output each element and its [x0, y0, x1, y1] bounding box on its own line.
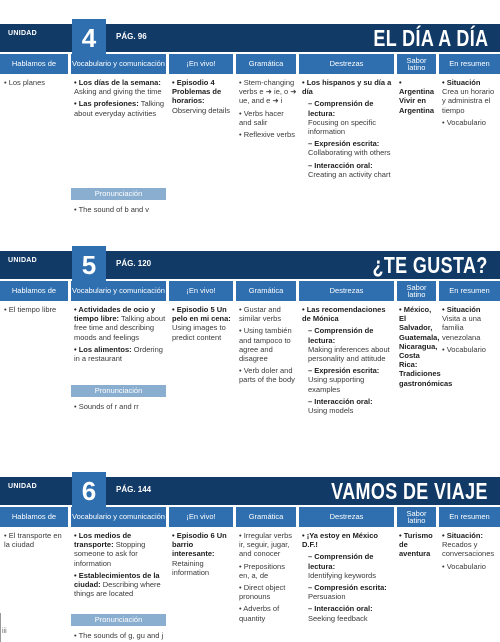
gramatica-item: • Prepositions en, a, de	[239, 561, 285, 580]
destrezas-item-text: Using supporting examples	[308, 375, 365, 394]
destrezas-item-text: Creating an activity chart	[308, 169, 391, 179]
gramatica-item: • Adverbs of quantity	[239, 604, 280, 623]
vocab-item-title: • Establecimientos de la ciudad:	[74, 570, 160, 590]
header-sabor-label: Sabor latino	[406, 508, 427, 525]
destrezas-item-title: • Los hispanos y su día a día	[302, 78, 392, 97]
destrezas-cell	[302, 531, 394, 626]
header-vocab-label: Vocabulario y comunicación	[72, 286, 165, 296]
gramatica-item: • Stem-changing verbs e ➜ ie, o ➜ ue, and e ➜ i	[239, 78, 297, 106]
vocab-item-text: Asking and giving the time	[74, 87, 162, 97]
destrezas-item-text: Focusing on specific information	[308, 117, 376, 137]
resumen-item-title: • Situación	[442, 305, 481, 314]
vocab-cell	[74, 531, 166, 601]
unit-number: 4	[72, 19, 106, 58]
unit-page: PÁG. 96	[116, 32, 147, 41]
unit-number: 5	[72, 246, 106, 285]
pronunciation-text: • The sound of b and v	[74, 205, 150, 214]
envivo-episode: • Episodio 6 Un barrio interesante:	[172, 531, 227, 559]
header-gramatica-label: Gramática	[248, 286, 284, 296]
destrezas-item	[302, 397, 394, 415]
pronunciation-header: Pronunciación	[71, 385, 166, 397]
header-vocab-label: Vocabulario y comunicación	[72, 512, 165, 522]
hablamos-cell: • El tiempo libre	[4, 305, 57, 314]
header-destrezas	[299, 507, 394, 527]
envivo-text: Using images to predict content	[172, 323, 226, 342]
header-gramatica	[236, 54, 296, 74]
resumen-item-text: Recados y conversaciones	[442, 540, 495, 559]
sabor-cell: • Argentina Vivir en Argentina	[399, 78, 435, 115]
gramatica-item: • Verb doler and parts of the body	[239, 366, 295, 385]
destrezas-item	[302, 99, 394, 136]
header-hablamos	[0, 281, 68, 301]
vocab-item-title: • Actividades de ocio y tiempo libre:	[74, 305, 156, 324]
resumen-item	[442, 562, 498, 571]
header-resumen-label: En resumen	[449, 59, 490, 69]
vocab-cell	[74, 78, 166, 121]
unit-title: VAMOS DE VIAJE	[331, 478, 488, 504]
destrezas-item-title: – Comprensión de lectura:	[308, 99, 374, 118]
resumen-cell	[442, 78, 498, 130]
destrezas-item-title: – Interacción oral:	[308, 160, 373, 170]
resumen-item-text: Crea un horario y administra el tiempo	[442, 87, 495, 115]
vocab-item-title: • Los días de la semana:	[74, 78, 161, 87]
destrezas-item-text: Identifying keywords	[308, 570, 376, 580]
header-destrezas	[299, 281, 394, 301]
header-envivo-label: ¡En vivo!	[186, 286, 216, 296]
hablamos-cell: • Los planes	[4, 78, 45, 87]
vocab-item-title: • Los medios de transporte:	[74, 531, 132, 550]
header-hablamos-label: Hablamos de	[11, 59, 57, 69]
column-headers	[0, 281, 500, 301]
header-vocab	[71, 281, 166, 301]
vocab-item-title: • Las profesiones:	[74, 99, 139, 109]
unit-number: 6	[72, 472, 106, 511]
vocab-item-text: Ordering in a restaurant	[74, 344, 163, 364]
destrezas-item-title: – Interacción oral:	[308, 396, 373, 406]
resumen-item-text: • Vocabulario	[442, 344, 486, 354]
unit-label: UNIDAD	[8, 257, 38, 264]
unit-header-bar	[0, 477, 500, 505]
header-envivo	[169, 54, 233, 74]
destrezas-item-title: – Compresión escrita:	[308, 583, 387, 593]
page-number: iii	[2, 628, 7, 635]
header-resumen	[439, 281, 500, 301]
destrezas-cell	[302, 78, 394, 182]
gramatica-cell	[239, 78, 297, 142]
unit-label: UNIDAD	[8, 30, 38, 37]
header-hablamos	[0, 507, 68, 527]
gramatica-item: • Gustar and similar verbs	[239, 305, 282, 324]
resumen-item-title: • Situación	[442, 78, 481, 87]
header-gramatica	[236, 507, 296, 527]
header-vocab	[71, 54, 166, 74]
envivo-text: Retaining information	[172, 558, 210, 577]
header-vocab	[71, 507, 166, 527]
unit-page: PÁG. 144	[116, 485, 152, 494]
header-destrezas-label: Destrezas	[329, 512, 364, 522]
pronunciation-text: • The sounds of g, gu and j	[74, 631, 164, 640]
header-hablamos-label: Hablamos de	[11, 286, 57, 296]
destrezas-item-text: Collaborating with others	[308, 148, 391, 158]
header-sabor-label: Sabor latino	[406, 282, 427, 299]
destrezas-item-title: – Comprensión de lectura:	[308, 326, 374, 345]
header-envivo	[169, 507, 233, 527]
sabor-cell: • Turismo de aventura	[399, 531, 433, 559]
envivo-cell	[172, 305, 234, 342]
column-headers	[0, 507, 500, 527]
destrezas-item-text: Seeking feedback	[308, 613, 368, 623]
vocab-item-title: • Los alimentos:	[74, 344, 132, 354]
header-resumen-label: En resumen	[449, 286, 490, 296]
header-envivo-label: ¡En vivo!	[186, 512, 216, 522]
vocab-item-text: Stopping someone to ask for information	[74, 540, 146, 568]
header-gramatica	[236, 281, 296, 301]
destrezas-item	[302, 552, 394, 580]
vocab-item	[74, 305, 166, 342]
resumen-item	[442, 345, 498, 354]
pronunciation-header: Pronunciación	[71, 614, 166, 626]
destrezas-item	[302, 326, 394, 363]
pronunciation-header: Pronunciación	[71, 188, 166, 200]
resumen-item	[442, 78, 498, 115]
unit-header-bar	[0, 251, 500, 279]
destrezas-item	[302, 305, 394, 323]
gramatica-cell	[239, 531, 297, 626]
resumen-item	[442, 305, 498, 342]
header-sabor	[397, 507, 436, 527]
unit-page: PÁG. 120	[116, 259, 152, 268]
vocab-item	[74, 571, 166, 599]
destrezas-item	[302, 604, 394, 622]
destrezas-item	[302, 78, 394, 96]
pronunciation-text: • Sounds of r and rr	[74, 402, 139, 411]
header-envivo-label: ¡En vivo!	[186, 59, 216, 69]
resumen-item	[442, 531, 498, 559]
vocab-cell	[74, 305, 166, 366]
sabor-cell: • México, El Salvador, Guatemala, Nicaragua, Costa Rica: Tradiciones gastronómicas	[399, 305, 453, 388]
header-envivo	[169, 281, 233, 301]
gramatica-item: • Using también and tampoco to agree and disagree	[239, 326, 292, 364]
header-sabor	[397, 54, 436, 74]
header-gramatica-label: Gramática	[248, 59, 284, 69]
header-vocab-label: Vocabulario y comunicación	[72, 59, 165, 69]
resumen-item-text: Visita a una familia venezolana	[442, 314, 482, 342]
gramatica-item: • Irregular verbs ir, seguir, jugar, and conocer	[239, 531, 293, 559]
unit-title: EL DÍA A DÍA	[373, 25, 488, 51]
header-destrezas	[299, 54, 394, 74]
vocab-item	[74, 99, 166, 117]
destrezas-item-title: – Comprensión de lectura:	[308, 552, 374, 571]
envivo-episode: • Episodio 5 Un pelo en mi cena:	[172, 305, 231, 324]
destrezas-item-title: • Las recomendaciones de Mónica	[302, 305, 386, 324]
destrezas-item-text: Using models	[308, 406, 354, 416]
header-resumen	[439, 507, 500, 527]
resumen-cell	[442, 531, 498, 574]
destrezas-item	[302, 366, 394, 394]
resumen-item	[442, 118, 498, 127]
destrezas-item-title: – Expresión escrita:	[308, 366, 380, 376]
resumen-item-text: • Vocabulario	[442, 561, 486, 571]
destrezas-item-title: – Expresión escrita:	[308, 139, 380, 149]
destrezas-item	[302, 583, 394, 601]
destrezas-item	[302, 139, 394, 157]
resumen-cell	[442, 305, 498, 357]
header-hablamos	[0, 54, 68, 74]
margin-rule	[0, 613, 1, 642]
unit-title: ¿TE GUSTA?	[372, 252, 488, 278]
header-sabor-label: Sabor latino	[406, 55, 427, 72]
destrezas-item	[302, 531, 394, 549]
header-hablamos-label: Hablamos de	[11, 512, 57, 522]
header-sabor	[397, 281, 436, 301]
envivo-text: Observing details	[172, 105, 230, 115]
vocab-item-text: Talking about free time and describing moods and feelings	[74, 314, 166, 342]
destrezas-item-title: • ¡Ya estoy en México D.F.!	[302, 531, 378, 550]
gramatica-item: • Direct object pronouns	[239, 583, 286, 602]
header-gramatica-label: Gramática	[248, 512, 284, 522]
hablamos-cell: • El transporte en la ciudad	[4, 531, 62, 550]
unit-label: UNIDAD	[8, 483, 38, 490]
envivo-cell	[172, 78, 234, 115]
destrezas-item-title: – Interacción oral:	[308, 604, 373, 614]
gramatica-item: • Verbs hacer and salir	[239, 108, 284, 127]
vocab-item	[74, 345, 166, 363]
envivo-episode: • Episodio 4 Problemas de horarios:	[172, 78, 222, 106]
header-resumen-label: En resumen	[449, 512, 490, 522]
unit-header-bar	[0, 24, 500, 52]
resumen-item-title: • Situación:	[442, 531, 483, 540]
destrezas-item-text: Making inferences about personality and attitude	[308, 344, 390, 364]
vocab-item	[74, 78, 166, 96]
vocab-item	[74, 531, 166, 568]
destrezas-item-text: Persuasion	[308, 592, 346, 602]
destrezas-cell	[302, 305, 394, 418]
resumen-item-text: • Vocabulario	[442, 117, 486, 127]
header-destrezas-label: Destrezas	[329, 286, 364, 296]
destrezas-item	[302, 161, 394, 179]
gramatica-cell	[239, 305, 297, 388]
vocab-item-text: Describing where things are located	[74, 580, 161, 599]
header-resumen	[439, 54, 500, 74]
vocab-item-text: Talking about everyday activities	[74, 99, 165, 118]
header-destrezas-label: Destrezas	[329, 59, 364, 69]
envivo-cell	[172, 531, 234, 577]
gramatica-item: • Reflexive verbs	[239, 130, 295, 140]
column-headers	[0, 54, 500, 74]
